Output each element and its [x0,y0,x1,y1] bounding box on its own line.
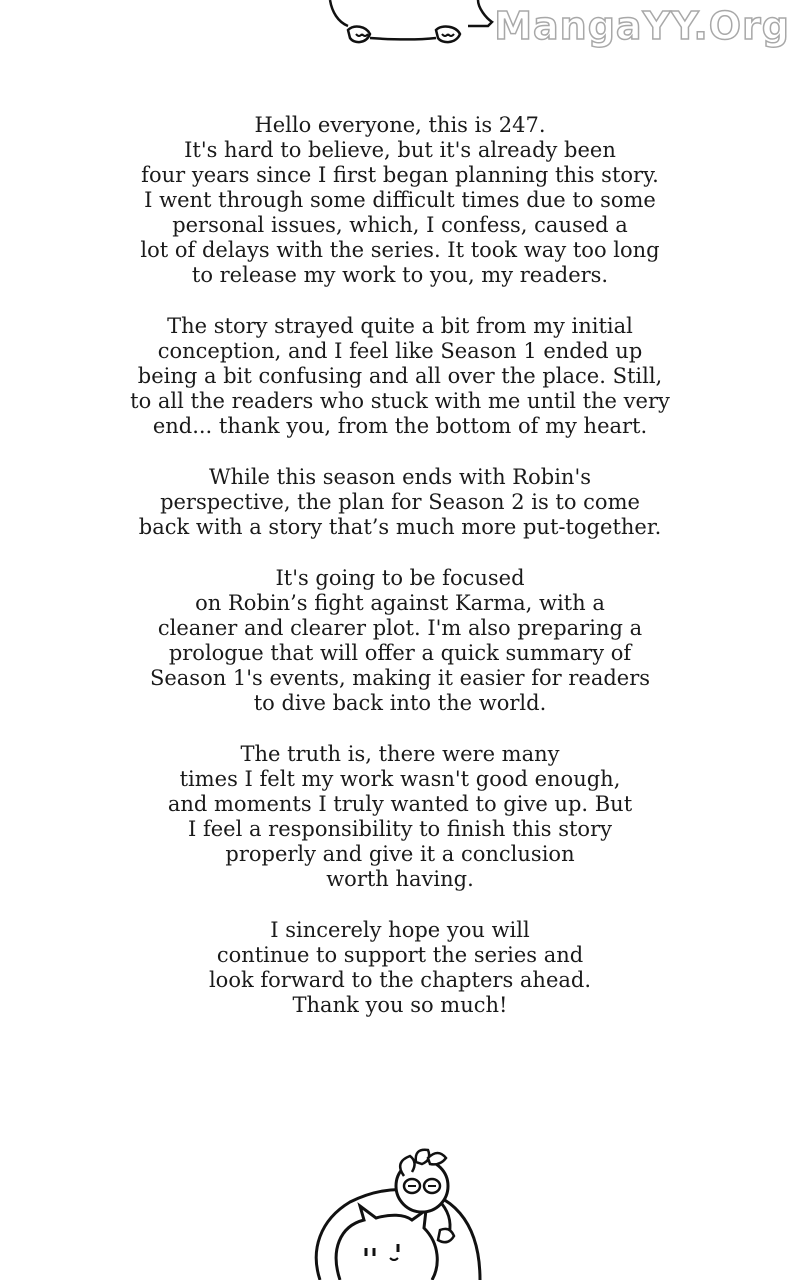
text-line: I sincerely hope you will [270,918,530,942]
paragraph-6 [60,918,740,1018]
text-line: properly and give it a conclusion [225,842,575,866]
text-line: on Robin’s fight against Karma, with a [195,591,605,615]
text-line: The story strayed quite a bit from my initial [167,314,633,338]
text-line: Hello everyone, this is 247. [254,113,546,137]
text-line: I feel a responsibility to finish this story [188,817,612,841]
text-line: to release my work to you, my readers. [191,263,609,287]
text-line: worth having. [326,867,474,891]
text-line: being a bit confusing and all over the place. Still, [137,364,663,388]
text-line: and moments I truly wanted to give up. But [167,792,633,816]
chibi-characters-doodle [300,1140,500,1280]
text-line: lot of delays with the series. It took way too long [140,238,660,262]
text-line: personal issues, which, I confess, caused a [172,213,628,237]
text-line: times I felt my work wasn't good enough, [179,767,621,791]
text-line: While this season ends with Robin's [209,465,591,489]
text-line: to all the readers who stuck with me until the very [130,389,670,413]
text-line: I went through some difficult times due to some [144,188,656,212]
text-line: Season 1's events, making it easier for readers [149,666,651,690]
paragraph-3 [60,465,740,540]
author-note [60,113,740,1044]
text-line: perspective, the plan for Season 2 is to come [160,490,640,514]
paragraph-5 [60,742,740,892]
paragraph-2 [60,314,740,439]
text-line: continue to support the series and [216,943,584,967]
paragraph-1 [60,113,740,288]
text-line: four years since I first began planning this story. [141,163,659,187]
text-line: cleaner and clearer plot. I'm also preparing a [157,616,643,640]
text-line: look forward to the chapters ahead. [208,968,592,992]
text-line: Thank you so much! [292,993,508,1017]
text-line: end... thank you, from the bottom of my heart. [152,414,648,438]
watermark: MangaYY.Org [494,4,790,48]
text-line: to dive back into the world. [253,691,547,715]
text-line: The truth is, there were many [240,742,560,766]
cat-paws-doodle [318,0,498,50]
text-line: It's going to be focused [275,566,525,590]
text-line: conception, and I feel like Season 1 ended up [157,339,643,363]
text-line: prologue that will offer a quick summary of [168,641,632,665]
text-line: It's hard to believe, but it's already been [184,138,616,162]
paragraph-4 [60,566,740,716]
text-line: back with a story that’s much more put-together. [138,515,662,539]
